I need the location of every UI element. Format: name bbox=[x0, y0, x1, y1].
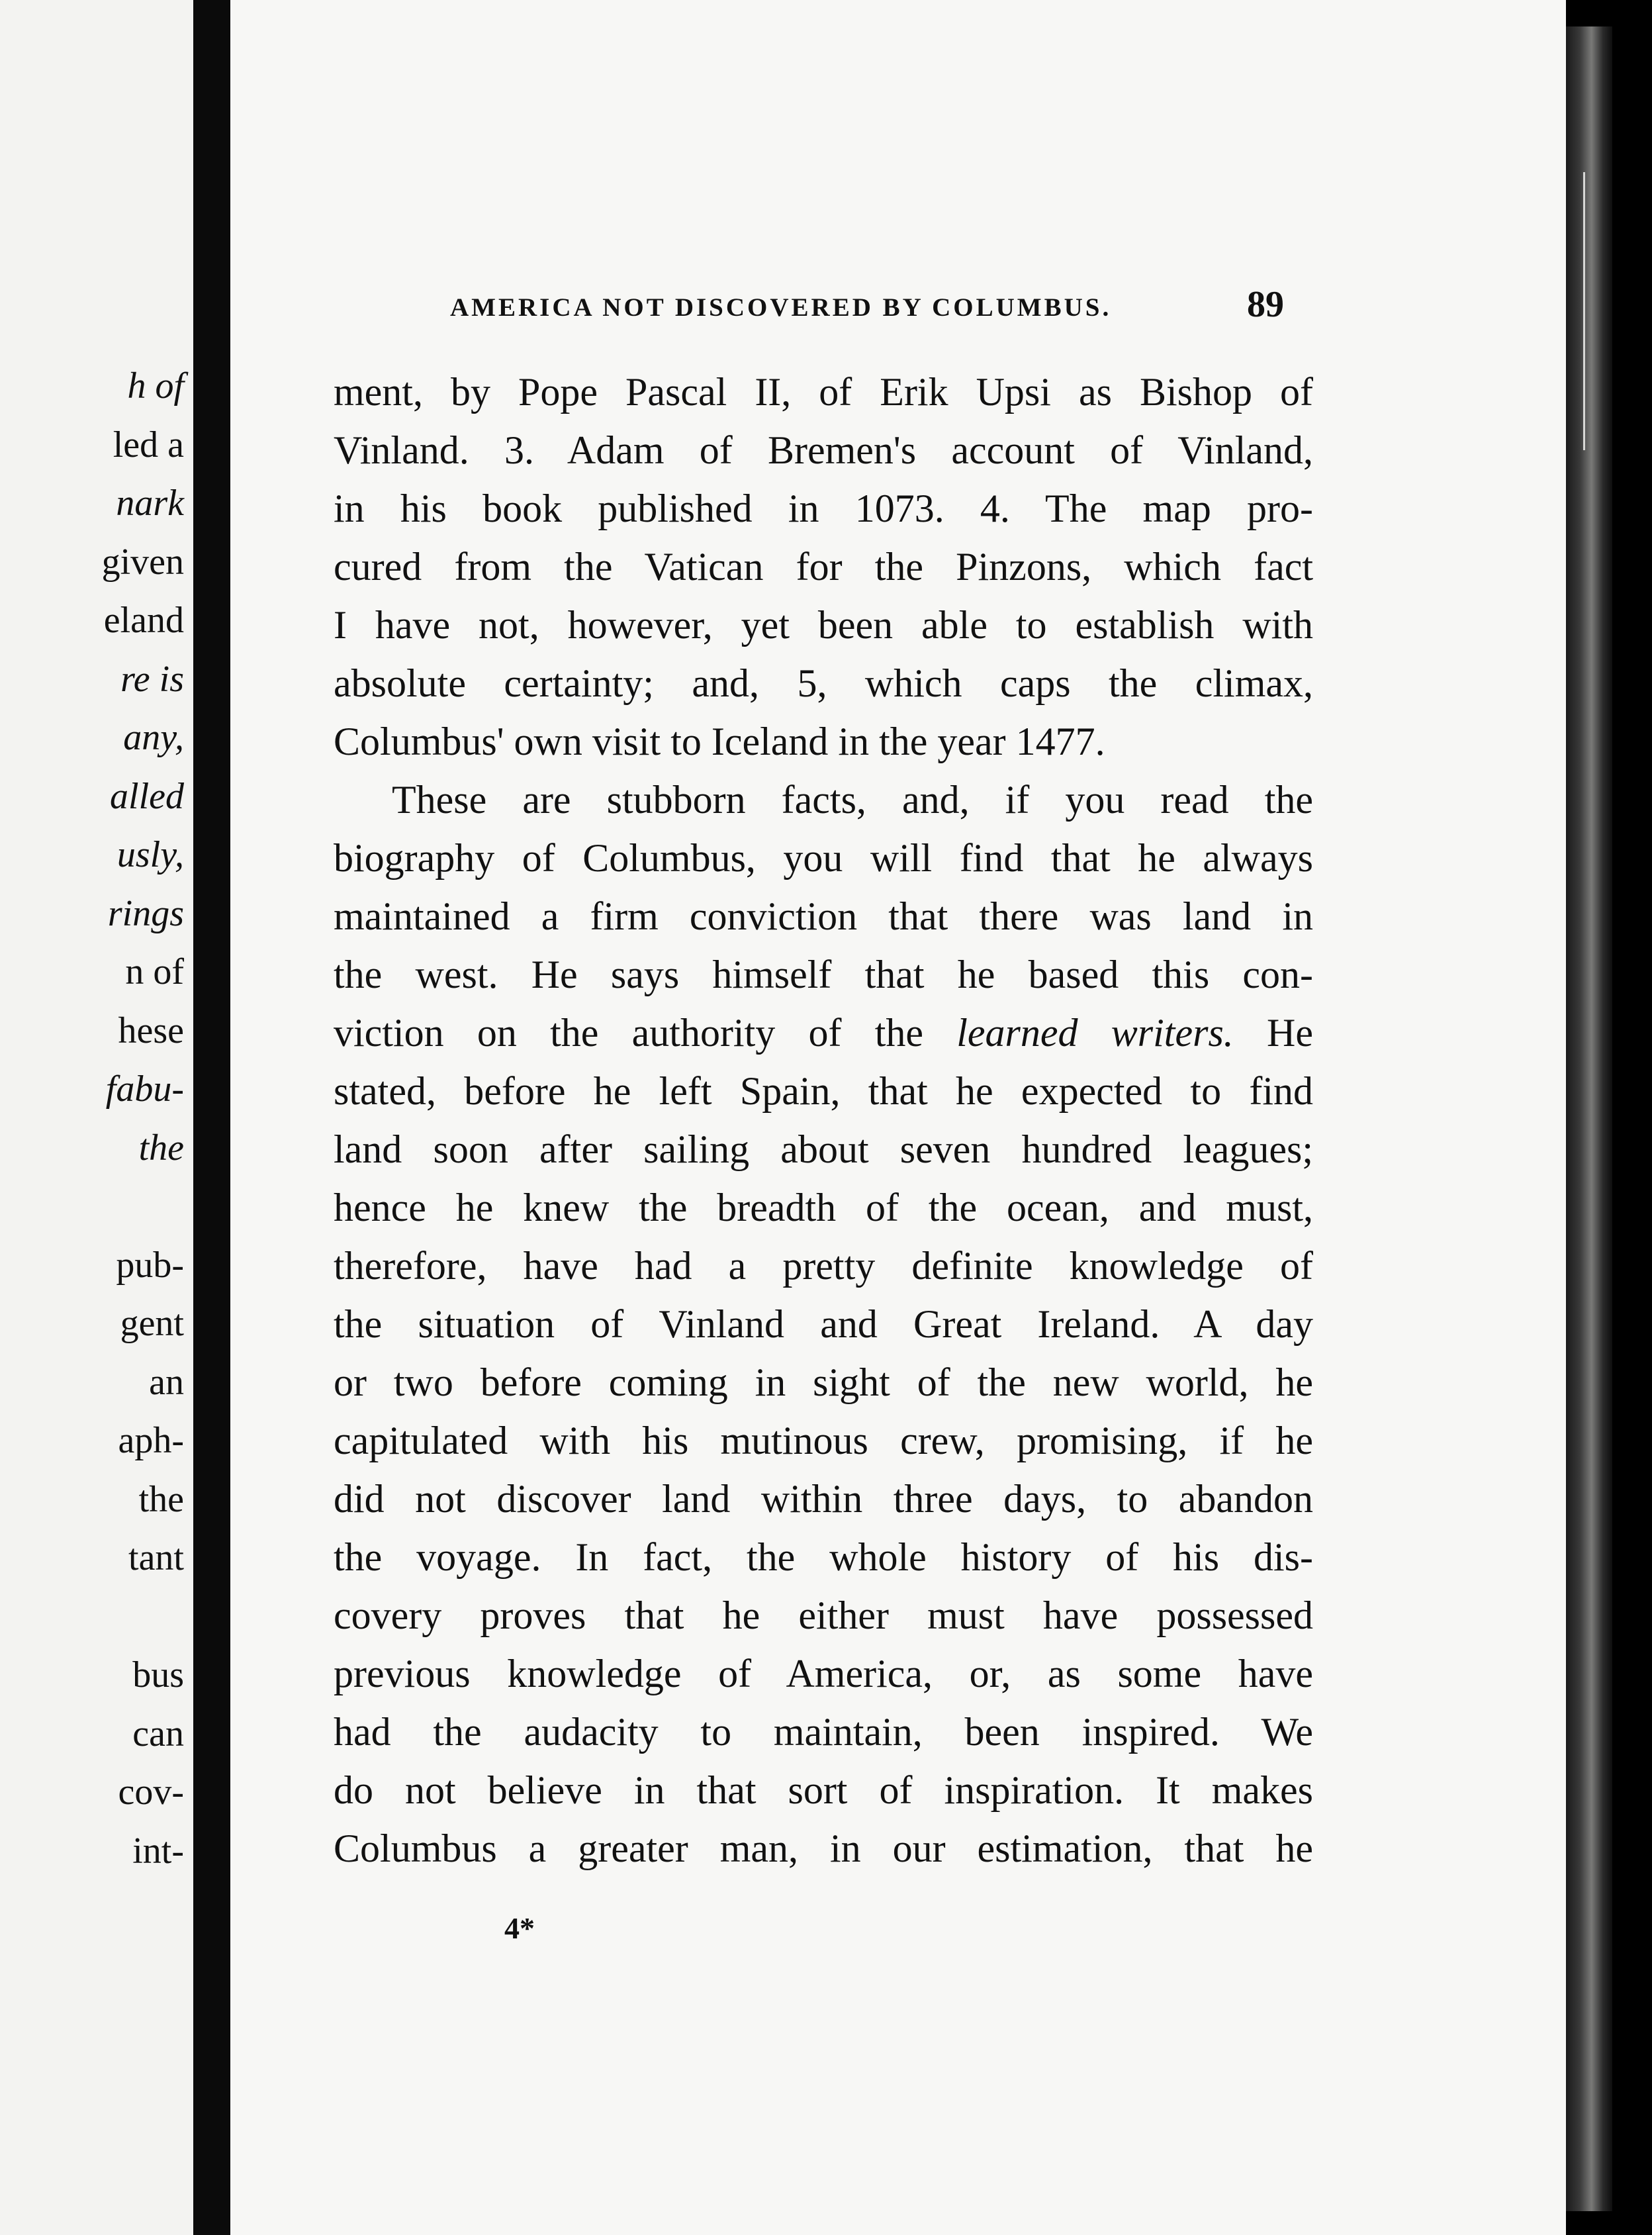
text-line: did not discover land within three days, to abandon bbox=[334, 1477, 1313, 1521]
body-text bbox=[334, 363, 1313, 1878]
left-page-fragment: h of bbox=[127, 365, 184, 406]
page-edge-highlight bbox=[1583, 172, 1585, 450]
text-line bbox=[334, 1004, 1313, 1062]
text-line: These are stubborn facts, and, if you read the bbox=[392, 778, 1313, 822]
left-page-fragment: any, bbox=[123, 717, 184, 758]
text-line: ment, by Pope Pascal II, of Erik Upsi as Bishop of bbox=[334, 370, 1313, 414]
book-gutter bbox=[193, 0, 230, 2235]
left-page-fragment: bus bbox=[132, 1654, 184, 1695]
text-line: hence he knew the breadth of the ocean, and must, bbox=[334, 1186, 1313, 1229]
text-line: the west. He says himself that he based this con- bbox=[334, 953, 1313, 996]
text-run: viction on the authority of the bbox=[334, 1011, 957, 1055]
left-page-fragment: nark bbox=[116, 483, 184, 524]
left-page-fragment: usly, bbox=[116, 834, 184, 875]
text-line: Columbus' own visit to Iceland in the year 1477. bbox=[334, 720, 1105, 763]
text-line: the situation of Vinland and Great Ireland. A day bbox=[334, 1302, 1313, 1346]
text-line: the voyage. In fact, the whole history of his dis- bbox=[334, 1535, 1313, 1579]
left-page-fragment: alled bbox=[110, 776, 184, 817]
text-line: cured from the Vatican for the Pinzons, which fact bbox=[334, 545, 1313, 589]
text-line: I have not, however, yet been able to establish with bbox=[334, 603, 1313, 647]
left-page-fragment: given bbox=[101, 542, 184, 583]
text-line: do not believe in that sort of inspiration. It makes bbox=[334, 1768, 1313, 1812]
left-page-fragment: can bbox=[132, 1713, 184, 1754]
running-head: AMERICA NOT DISCOVERED BY COLUMBUS. bbox=[450, 293, 1112, 322]
left-page-fragment: int- bbox=[132, 1831, 184, 1872]
left-page-fragment: tant bbox=[128, 1537, 184, 1578]
text-line: land soon after sailing about seven hundred leagues; bbox=[334, 1127, 1313, 1171]
text-line: in his book published in 1073. 4. The map pro- bbox=[334, 487, 1313, 530]
page-number: 89 bbox=[1247, 284, 1284, 325]
left-page-fragment: pub- bbox=[116, 1245, 184, 1286]
text-line: therefore, have had a pretty definite knowledge of bbox=[334, 1244, 1313, 1288]
left-page-fragment: cov- bbox=[118, 1772, 184, 1813]
left-page-fragment: rings bbox=[107, 893, 184, 934]
left-page bbox=[0, 0, 193, 2235]
left-page-fragment: gent bbox=[120, 1303, 184, 1344]
left-page-fragment: fabu- bbox=[105, 1069, 184, 1110]
left-page-fragment: the bbox=[138, 1479, 184, 1520]
left-page-fragment: re is bbox=[120, 659, 184, 700]
left-page-fragment: eland bbox=[103, 600, 184, 641]
text-line: capitulated with his mutinous crew, promising, if he bbox=[334, 1419, 1313, 1462]
left-page-fragment: hese bbox=[118, 1010, 184, 1051]
left-page-fragment: led a bbox=[113, 424, 184, 465]
left-page-fragment: the bbox=[138, 1127, 184, 1168]
left-page-fragment: an bbox=[149, 1362, 184, 1403]
left-page-fragment: n of bbox=[125, 951, 184, 992]
text-line: biography of Columbus, you will find that he always bbox=[334, 836, 1313, 880]
text-line: covery proves that he either must have possessed bbox=[334, 1593, 1313, 1637]
italic-phrase: learned writers. bbox=[956, 1011, 1234, 1055]
page-edge bbox=[1566, 26, 1612, 2211]
text-line: or two before coming in sight of the new world, he bbox=[334, 1360, 1313, 1404]
text-line: had the audacity to maintain, been inspired. We bbox=[334, 1710, 1313, 1754]
page-header bbox=[450, 283, 1284, 330]
signature-mark: 4* bbox=[504, 1911, 535, 1945]
text-line: previous knowledge of America, or, as some have bbox=[334, 1652, 1313, 1695]
text-line: stated, before he left Spain, that he expected to find bbox=[334, 1069, 1313, 1113]
text-line: maintained a firm conviction that there was land in bbox=[334, 894, 1313, 938]
text-line: Columbus a greater man, in our estimation, that he bbox=[334, 1827, 1313, 1870]
text-line: Vinland. 3. Adam of Bremen's account of Vinland, bbox=[334, 428, 1313, 472]
text-run: He bbox=[1233, 1011, 1314, 1055]
left-page-fragment: aph- bbox=[118, 1420, 184, 1461]
text-line: absolute certainty; and, 5, which caps the climax, bbox=[334, 661, 1313, 705]
